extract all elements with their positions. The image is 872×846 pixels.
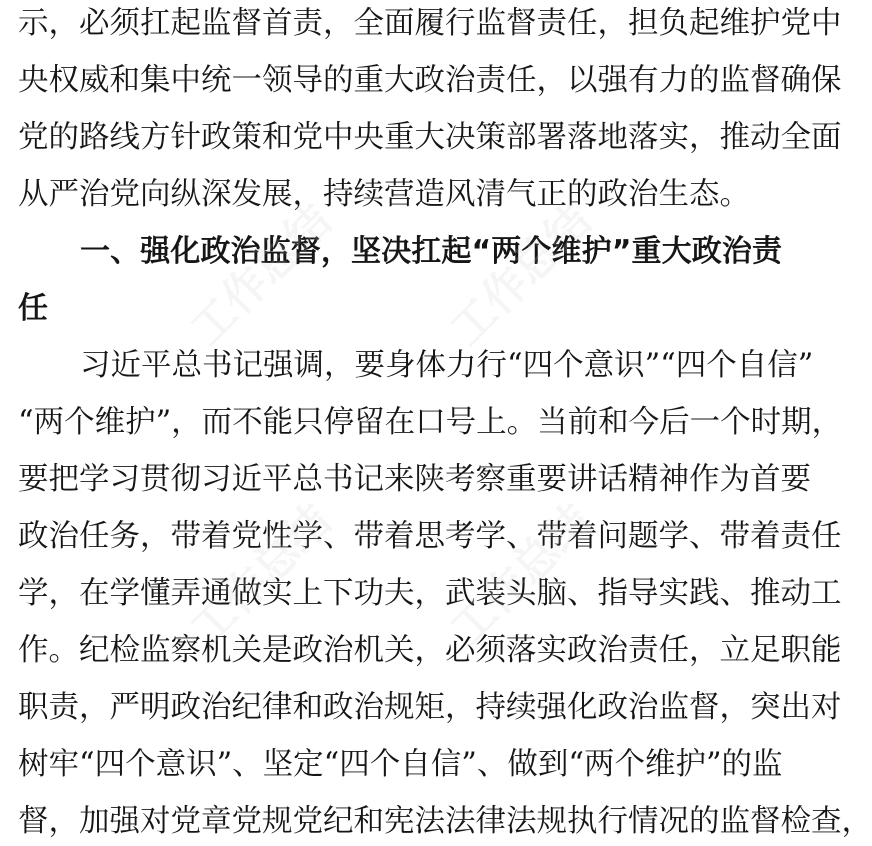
paragraph-line: 党的路线方针政策和党中央重大决策部署落地落实，推动全面 [18,120,842,155]
paragraph-line: “两个维护”，而不能只停留在口号上。当前和今后一个时期， [18,405,843,440]
paragraph-line: 要把学习贯彻习近平总书记来陕考察重要讲话精神作为首要 [18,462,811,497]
paragraph-line: 从严治党向纵深发展，持续营造风清气正的政治生态。 [18,177,750,212]
section-heading-line: 一、强化政治监督，坚决扛起“两个维护”重大政治责 [80,234,782,269]
paragraph-line: 习近平总书记强调，要身体力行“四个意识”“四个自信” [80,348,814,383]
paragraph-line: 树牢“四个意识”、坚定“四个自信”、做到“两个维护”的监 [18,747,783,782]
watermark: 工作总结 [180,494,342,656]
paragraph-line: 政治任务，带着党性学、带着思考学、带着问题学、带着责任 [18,519,842,554]
watermark: 工作总结 [440,494,602,656]
paragraph-line: 作。纪检监察机关是政治机关，必须落实政治责任，立足职能 [18,633,842,668]
paragraph-line: 职责，严明政治纪律和政治规矩，持续强化政治监督，突出对 [18,690,842,725]
section-heading-line: 任 [18,291,48,326]
paragraph-line: 督，加强对党章党规党纪和宪法法律法规执行情况的监督检查， [18,804,872,839]
watermark: 工作总结 [180,194,342,356]
watermark: 工作总结 [440,194,602,356]
paragraph-line: 央权威和集中统一领导的重大政治责任，以强有力的监督确保 [18,63,842,98]
paragraph-line: 示，必须扛起监督首责，全面履行监督责任，担负起维护党中 [18,6,842,41]
paragraph-line: 学，在学懂弄通做实上下功夫，武装头脑、指导实践、推动工 [18,576,842,611]
